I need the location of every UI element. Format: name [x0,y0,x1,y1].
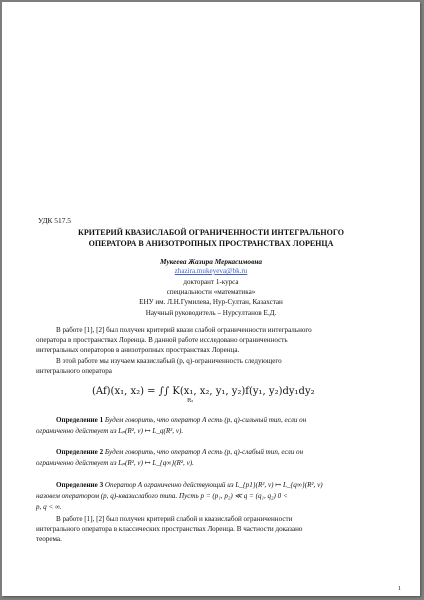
definition-3-line3: p, q < ∞. [36,503,62,511]
definition-3-text: Оператор A ограниченно действующий из L_{p1}(R², ν) ↦ L_{q∞}(R², ν) [104,481,323,489]
para3-line2: интегрального оператора в классических пространствах Лоренца. В частности доказано [36,525,303,533]
title-line-1: КРИТЕРИЙ КВАЗИСЛАБОЙ ОГРАНИЧЕННОСТИ ИНТЕГРАЛЬНОГО [78,228,344,237]
para3-line1: В работе [1], [2] был получен критерий слабой и квазислабой ограниченности [56,515,293,523]
definition-1-line2: ограниченно действует из Lₚ(R², ν) ↦ L_q(R², ν). [36,427,184,435]
definition-2-line1 [36,448,386,458]
definition-3-heading: Определение 3 [56,481,104,489]
definition-2-heading: Определение 2 [56,448,104,456]
para2-line1: В этой работе мы изучаем квазислабый (p, q)-ограниченность следующего [56,357,282,365]
udk-code: УДК 517.5 [38,216,71,225]
affiliation: ЕНУ им. Л.Н.Гумилева, Нур-Султан, Казахстан [139,298,283,306]
author-email-link[interactable]: zhazira.mukeyeva@bk.ru [174,267,248,275]
page-number: 1 [398,586,401,592]
formula-text: (Af)(x₁, x₂) = ∫∫ K(x₁, x₂, y₁, y₂)f(y₁, y₂)dy₁dy₂ [92,386,315,397]
para1-line3: интегральных операторов в анизотропных пространствах Лоренца. [36,346,240,354]
definition-3-line2: назовем оператором (p, q)-квазислабого типа. Пусть p = (p₁, p₂) ≪ q = (q₁, q₂) 0 < [36,492,288,500]
para1-line2: оператора в пространствах Лоренца. В данной работе исследовано ограниченность [36,336,288,344]
definition-1-line1 [36,416,386,426]
supervisor: Научный руководитель – Нурсултанов Е.Д. [145,309,277,317]
integral-formula [92,386,315,397]
title-line-2: ОПЕРАТОРА В АНИЗОТРОПНЫХ ПРОСТРАНСТВАХ ЛОРЕНЦА [88,239,334,248]
formula-domain: R₂ [187,398,194,404]
document-page [2,2,420,596]
para1-line1: В работе [1], [2] был получен критерий квази слабой ограниченности интегрального [56,326,312,334]
definition-1-text: Будем говорить, что оператор A есть (p, q)-сильный тип, если он [104,416,307,424]
definition-1-heading: Определение 1 [56,416,104,424]
position-line-1: докторант 1-курса [183,278,239,286]
definition-2-text: Будем говорить, что оператор A есть (p, q)-слабый тип, если он [104,448,304,456]
definition-3-line1 [36,481,386,491]
para2-line2: интегрального оператора [36,367,112,375]
author-email-wrap [42,267,380,275]
position-line-2: специальности «математика» [166,288,256,296]
author-name: Мукеева Жазира Меркасимовна [159,257,263,266]
para3-line3: теорема. [36,535,62,543]
definition-2-line2: ограниченно действует из Lₚ(R², ν) ↦ L_{q∞}(R², ν). [36,459,194,467]
